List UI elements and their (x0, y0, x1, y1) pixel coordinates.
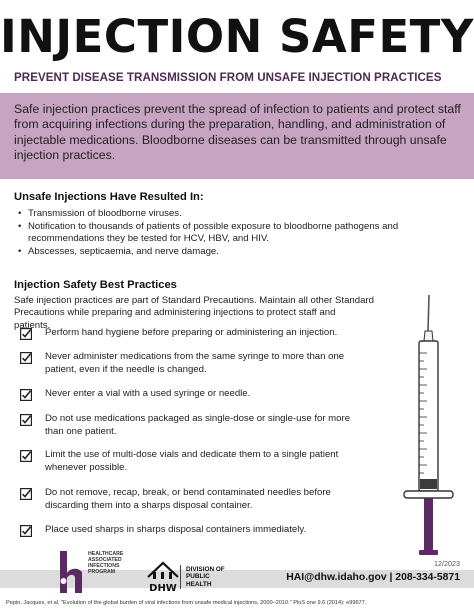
hai-line: INFECTIONS (88, 563, 120, 569)
contact-info: HAI@dhw.idaho.gov | 208-334-5871 (286, 572, 460, 583)
hai-logo (54, 549, 88, 595)
dhw-division-name (186, 566, 246, 588)
dhw-line: DIVISION OF (186, 566, 225, 573)
hai-line: PROGRAM (88, 569, 116, 575)
checkbox-icon (20, 389, 32, 401)
checkbox-icon (20, 450, 32, 462)
list-item: • Abscesses, septicaemia, and nerve damage. (18, 246, 458, 258)
dhw-logo (144, 557, 182, 593)
practice-text: Place used sharps in sharps disposal containers immediately. (45, 524, 307, 535)
syringe-icon (392, 293, 460, 563)
page-subtitle: PREVENT DISEASE TRANSMISSION FROM UNSAFE INJECTION PRACTICES (14, 71, 442, 84)
hai-program-name (88, 551, 148, 575)
practice-text: Never enter a vial with a used syringe or needle. (45, 388, 251, 399)
citation: Pepin, Jacques, et al. "Evolution of the global burden of viral infections from unsafe medical injections, 2000–2010." PloS one 9.6 (2014): e99677. (6, 600, 367, 606)
dhw-line: HEALTH (186, 580, 212, 588)
checkbox-icon (20, 488, 32, 500)
date-stamp: 12/2023 (434, 559, 460, 568)
checkbox-icon (20, 352, 32, 364)
list-item: • Notification to thousands of patients of possible exposure to bloodborne pathogens and recommendations they be tested for HCV, HBV, and HIV. (18, 221, 458, 245)
practice-text: Do not remove, recap, break, or bend contaminated needles before discarding them into a sharps disposal container. (45, 487, 331, 511)
best-practices-heading: Injection Safety Best Practices (14, 279, 177, 291)
divider (180, 565, 181, 589)
best-practices-lead: Safe injection practices are part of Standard Precautions. Maintain all other Standard Precautions while preparing and administering injections to protect staff and patients. (14, 295, 374, 331)
checkbox-icon (20, 328, 32, 340)
dhw-mark: DHW (149, 583, 177, 593)
checkbox-icon (20, 414, 32, 426)
checkbox-icon (20, 525, 32, 537)
practice-text: Perform hand hygiene before preparing or administering an injection. (45, 327, 338, 338)
intro-text: Safe injection practices prevent the spread of infection to patients and protect staff from acquiring infections during the preparation, handling, and administration of injectable medications. Bloodborne diseases can be transmitted through unsafe injection practices. (14, 102, 461, 162)
page-title: INJECTION SAFETY (0, 10, 474, 63)
unsafe-list (18, 208, 458, 258)
practice-text: Never administer medications from the same syringe to more than one patient, even if the needle is changed. (45, 351, 345, 375)
dhw-line: PUBLIC (186, 573, 210, 581)
hai-line: HEALTHCARE (88, 551, 124, 557)
list-item: • Transmission of bloodborne viruses. (18, 208, 458, 220)
practice-text: Do not use medications packaged as single-dose or single-use for more than one patient. (45, 413, 351, 437)
practice-text: Limit the use of multi-dose vials and dedicate them to a single patient whenever possible. (45, 449, 339, 473)
hai-line: ASSOCIATED (88, 557, 122, 563)
unsafe-heading: Unsafe Injections Have Resulted In: (14, 191, 204, 203)
